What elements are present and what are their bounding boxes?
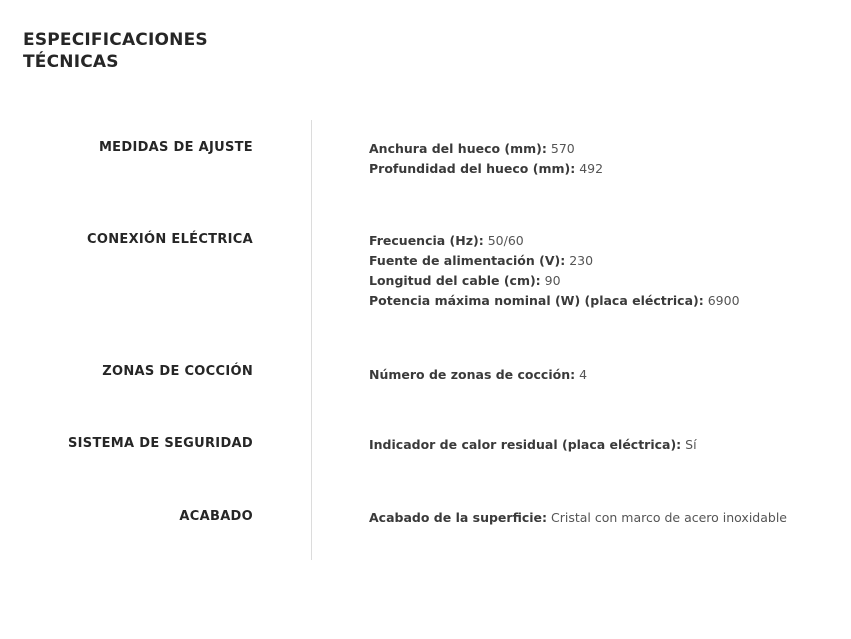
spec-row [369,365,587,385]
section-label: CONEXIÓN ELÉCTRICA [87,232,253,247]
spec-row [369,139,603,159]
spec-value: 230 [569,253,594,268]
spec-key: Longitud del cable (cm): [369,273,541,288]
spec-key: Acabado de la superficie: [369,510,548,525]
spec-row [369,251,740,271]
section-label: MEDIDAS DE AJUSTE [98,140,253,155]
spec-row [369,231,740,251]
spec-row [369,291,740,311]
column-divider [311,120,312,560]
spec-key: Número de zonas de cocción: [369,367,576,382]
spec-key: Anchura del hueco (mm): [369,141,547,156]
spec-list [369,231,740,311]
section-label: ZONAS DE COCCIÓN [102,364,253,379]
spec-row [369,271,740,291]
spec-value: 492 [579,161,604,176]
spec-value: Sí [685,437,697,452]
spec-value: 6900 [707,293,740,308]
spec-value: 90 [544,273,561,288]
spec-key: Profundidad del hueco (mm): [369,161,576,176]
spec-key: Indicador de calor residual (placa eléctrica): [369,437,682,452]
spec-value: 570 [550,141,575,156]
spec-row [369,435,697,455]
spec-list [369,508,787,528]
spec-row [369,508,787,528]
page-title: ESPECIFICACIONES TÉCNICAS [23,30,208,72]
spec-key: Frecuencia (Hz): [369,233,484,248]
spec-key: Potencia máxima nominal (W) (placa eléctrica): [369,293,704,308]
spec-row [369,159,603,179]
section-label: ACABADO [179,509,253,524]
spec-list [369,365,587,385]
spec-value: 50/60 [487,233,524,248]
spec-key: Fuente de alimentación (V): [369,253,566,268]
spec-value: 4 [579,367,588,382]
spec-value: Cristal con marco de acero inoxidable [551,510,787,525]
spec-list [369,139,603,179]
section-label: SISTEMA DE SEGURIDAD [68,436,253,451]
spec-list [369,435,697,455]
